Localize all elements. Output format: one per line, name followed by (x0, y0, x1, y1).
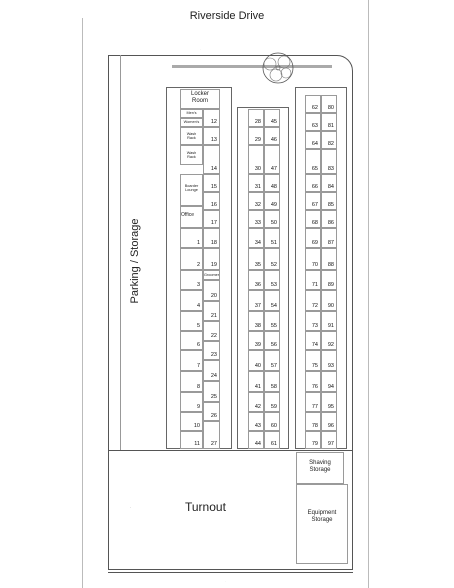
stall-number: 74 (311, 342, 318, 348)
stall-5 (180, 311, 203, 331)
stall-15 (203, 174, 220, 192)
stall-85 (321, 192, 337, 210)
stall-number: 83 (327, 166, 334, 172)
stall-58 (264, 371, 280, 392)
dimension-mark-bottom: · (225, 580, 226, 583)
stall-94 (321, 371, 337, 392)
shaving-storage-label: Shaving Storage (309, 460, 331, 473)
parking-storage-label: Parking / Storage (129, 218, 141, 304)
stall-43 (248, 412, 264, 431)
stall-8 (180, 371, 203, 392)
stall-20 (203, 280, 220, 301)
stall-59 (264, 392, 280, 412)
stall-number: 36 (254, 282, 261, 288)
stall-number: 65 (311, 166, 318, 172)
stall-46 (264, 127, 280, 145)
stall-92 (321, 331, 337, 350)
stall-number: 87 (327, 240, 334, 246)
stall-number: 38 (254, 323, 261, 329)
stall-number: 11 (194, 441, 200, 447)
stall-number: 17 (210, 220, 217, 226)
stall-number: 52 (270, 262, 277, 268)
stall-67 (305, 192, 321, 210)
street-name: Riverside Drive (189, 10, 265, 22)
stall-number: 53 (270, 282, 277, 288)
stall-number: 77 (311, 404, 318, 410)
fence-line (172, 65, 332, 68)
stall-14 (203, 145, 220, 174)
stall-61 (264, 431, 280, 449)
stall-number: 29 (254, 137, 261, 143)
stall-number: 68 (311, 220, 318, 226)
stall-number: 51 (270, 240, 277, 246)
stall-6 (180, 331, 203, 350)
stall-number: 96 (327, 423, 334, 429)
stall-number: 20 (210, 293, 217, 299)
stall-39 (248, 331, 264, 350)
stall-73 (305, 311, 321, 331)
stall-number: 70 (311, 262, 318, 268)
stall-42 (248, 392, 264, 412)
stall-28 (248, 109, 264, 127)
stall-29 (248, 127, 264, 145)
stall-12 (203, 109, 220, 127)
mens-room-label: Men's (186, 111, 197, 115)
stall-27 (203, 421, 220, 449)
property-line-left (82, 18, 83, 588)
stall-number: 97 (327, 441, 334, 447)
wash-rack-1-label: Wash Rack (186, 132, 197, 141)
stall-number: 81 (327, 123, 334, 129)
stall-number: 80 (327, 105, 334, 111)
stall-86 (321, 210, 337, 228)
stall-54 (264, 290, 280, 311)
stall-number: 27 (210, 441, 217, 447)
stall-number: 22 (210, 333, 217, 339)
stall-number: 94 (327, 384, 334, 390)
stall-number: 40 (254, 363, 261, 369)
stall-number: 5 (196, 323, 200, 329)
stall-number: 64 (311, 141, 318, 147)
stall-number: 63 (311, 123, 318, 129)
inner-boundary-left (120, 55, 121, 450)
stall-38 (248, 311, 264, 331)
stall-72 (305, 290, 321, 311)
stall-51 (264, 228, 280, 248)
stall-25 (203, 381, 220, 402)
stall-21 (203, 301, 220, 321)
stall-number: 79 (311, 441, 318, 447)
stall-30 (248, 145, 264, 174)
stall-47 (264, 145, 280, 174)
stall-9 (180, 392, 203, 412)
stall-number: 45 (270, 119, 277, 125)
stall-number: 92 (327, 342, 334, 348)
stall-7 (180, 350, 203, 371)
stall-number: 54 (270, 303, 277, 309)
stall-number: 34 (254, 240, 261, 246)
stall-70 (305, 248, 321, 270)
stall-number: 50 (270, 220, 277, 226)
stall-64 (305, 131, 321, 149)
stall-number: 47 (270, 166, 277, 172)
stall-32 (248, 192, 264, 210)
stall-number: 59 (270, 404, 277, 410)
stall-number: 9 (196, 404, 200, 410)
stall-24 (203, 360, 220, 381)
stall-78 (305, 412, 321, 431)
stall-number: 55 (270, 323, 277, 329)
stall-88 (321, 248, 337, 270)
stall-44 (248, 431, 264, 449)
stall-76 (305, 371, 321, 392)
stall-number: 85 (327, 202, 334, 208)
stall-number: 78 (311, 423, 318, 429)
stall-63 (305, 113, 321, 131)
turnout-label: Turnout (185, 500, 226, 514)
stall-number: 33 (254, 220, 261, 226)
stall-19 (203, 248, 220, 270)
stall-number: 1 (196, 240, 200, 246)
stall-93 (321, 350, 337, 371)
stall-number: 13 (210, 137, 217, 143)
stall-number: 71 (311, 282, 318, 288)
stall-97 (321, 431, 337, 449)
womens-room-label: Women's (183, 120, 200, 124)
stall-number: 2 (196, 262, 200, 268)
stall-50 (264, 210, 280, 228)
stall-number: 88 (327, 262, 334, 268)
stall-number: 91 (327, 323, 334, 329)
stall-75 (305, 350, 321, 371)
stall-number: 44 (254, 441, 261, 447)
stall-number: 21 (210, 313, 217, 319)
stall-18 (203, 228, 220, 248)
stall-number: 75 (311, 363, 318, 369)
stall-35 (248, 248, 264, 270)
stall-number: 66 (311, 184, 318, 190)
stall-81 (321, 113, 337, 131)
stall-number: 69 (311, 240, 318, 246)
locker-room-label: Locker Room (190, 91, 209, 104)
stall-10 (180, 412, 203, 431)
stall-number: 42 (254, 404, 261, 410)
stall-number: 48 (270, 184, 277, 190)
stall-87 (321, 228, 337, 248)
stall-number: 24 (210, 373, 217, 379)
tree-icon (256, 48, 300, 88)
stall-number: 8 (196, 384, 200, 390)
stall-11 (180, 431, 203, 449)
stall-number: 43 (254, 423, 261, 429)
stall-82 (321, 131, 337, 149)
stall-45 (264, 109, 280, 127)
stall-83 (321, 149, 337, 174)
stall-95 (321, 392, 337, 412)
stall-number: 60 (270, 423, 277, 429)
stall-number: 15 (210, 184, 217, 190)
stall-71 (305, 270, 321, 290)
stall-84 (321, 174, 337, 192)
turnout-divider (108, 450, 353, 451)
stall-62 (305, 95, 321, 113)
stall-69 (305, 228, 321, 248)
stall-60 (264, 412, 280, 431)
stall-number: 28 (254, 119, 261, 125)
stall-68 (305, 210, 321, 228)
stall-number: 89 (327, 282, 334, 288)
boarder-lounge-label: Boarder Lounge (184, 184, 199, 193)
stall-49 (264, 192, 280, 210)
stall-number: 26 (210, 413, 217, 419)
stall-number: 86 (327, 220, 334, 226)
stall-52 (264, 248, 280, 270)
stall-96 (321, 412, 337, 431)
stall-number: 90 (327, 303, 334, 309)
office-label: Office (181, 212, 194, 218)
stall-number: 18 (210, 240, 217, 246)
stall-number: 14 (210, 166, 217, 172)
stall-31 (248, 174, 264, 192)
stall-number: 12 (210, 119, 217, 125)
stall-number: 32 (254, 202, 261, 208)
stall-91 (321, 311, 337, 331)
stall-89 (321, 270, 337, 290)
stall-3 (180, 270, 203, 290)
stall-16 (203, 192, 220, 210)
stall-number: 10 (193, 423, 200, 429)
stall-90 (321, 290, 337, 311)
wash-rack-2-label: Wash Rack (186, 151, 197, 160)
stall-74 (305, 331, 321, 350)
stall-number: 7 (196, 363, 200, 369)
stall-66 (305, 174, 321, 192)
stall-53 (264, 270, 280, 290)
stall-23 (203, 341, 220, 360)
stall-55 (264, 311, 280, 331)
stall-number: 39 (254, 342, 261, 348)
stall-number: 35 (254, 262, 261, 268)
stall-number: 93 (327, 363, 334, 369)
stall-number: 57 (270, 363, 277, 369)
stall-17 (203, 210, 220, 228)
stall-number: 30 (254, 166, 261, 172)
stall-56 (264, 331, 280, 350)
stall-57 (264, 350, 280, 371)
stall-groomer-gap (203, 270, 220, 280)
property-line-right (368, 0, 369, 588)
stall-number: 23 (210, 352, 217, 358)
stall-2 (180, 248, 203, 270)
stall-48 (264, 174, 280, 192)
stall-41 (248, 371, 264, 392)
stall-number: 73 (311, 323, 318, 329)
stall-number: 72 (311, 303, 318, 309)
stall-80 (321, 95, 337, 113)
stall-65 (305, 149, 321, 174)
stall-13 (203, 127, 220, 145)
stall-79 (305, 431, 321, 449)
stall-number: 37 (254, 303, 261, 309)
stall-77 (305, 392, 321, 412)
stall-number: 67 (311, 202, 318, 208)
stall-number: 4 (196, 303, 200, 309)
stall-number: 62 (311, 105, 318, 111)
groomer-label: Groomer (204, 273, 219, 277)
stall-number: 16 (210, 202, 217, 208)
equipment-storage-label: Equipment Storage (307, 510, 337, 523)
stall-1 (180, 228, 203, 248)
stall-number: 31 (254, 184, 261, 190)
stall-number: 95 (327, 404, 334, 410)
stall-36 (248, 270, 264, 290)
bottom-extension-line (108, 572, 353, 573)
stall-number: 6 (196, 342, 200, 348)
stall-number: 56 (270, 342, 277, 348)
stall-number: 49 (270, 202, 277, 208)
stall-40 (248, 350, 264, 371)
stall-number: 61 (270, 441, 277, 447)
stall-33 (248, 210, 264, 228)
stall-37 (248, 290, 264, 311)
stall-number: 76 (311, 384, 318, 390)
stall-number: 82 (327, 141, 334, 147)
dimension-mark-top: · (200, 48, 201, 51)
stall-4 (180, 290, 203, 311)
stall-34 (248, 228, 264, 248)
stall-number: 58 (270, 384, 277, 390)
equipment-storage (296, 484, 348, 564)
stall-number: 84 (327, 184, 334, 190)
stall-number: 25 (210, 394, 217, 400)
stall-number: 46 (270, 137, 277, 143)
stall-26 (203, 402, 220, 421)
turnout-marker: · (130, 505, 132, 510)
stall-number: 3 (196, 282, 200, 288)
stall-number: 41 (254, 384, 261, 390)
stall-22 (203, 321, 220, 341)
stall-number: 19 (210, 262, 217, 268)
